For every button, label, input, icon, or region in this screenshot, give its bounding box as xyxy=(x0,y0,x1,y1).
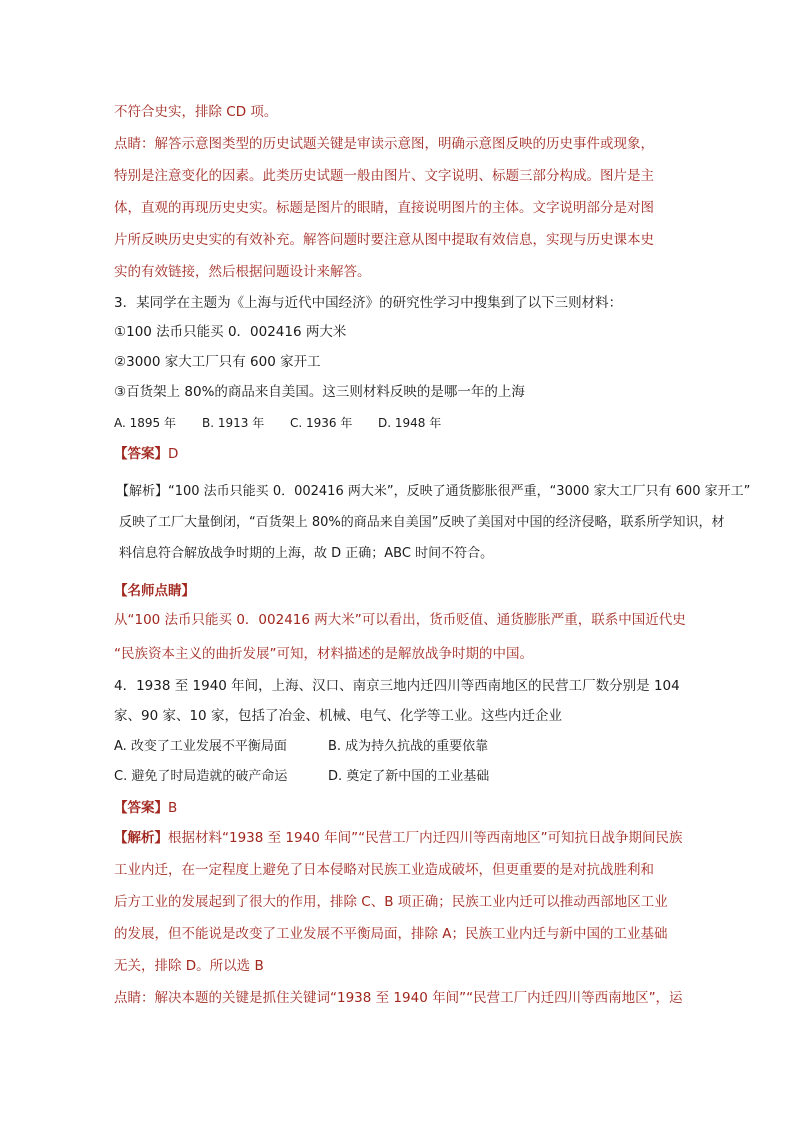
q2-tip-line-3: 体，直观的再现历史史实。标题是图片的眼睛，直接说明图片的主体。文字说明部分是对图 xyxy=(114,200,654,216)
q2-elimination-text: 不符合史实，排除 CD 项。 xyxy=(114,104,278,120)
q4-analysis-line-1 xyxy=(114,828,683,848)
q4-analysis-text-1: 根据材料“1938 至 1940 年间”“民营工厂内迁四川等西南地区”可知抗日战争期间民族 xyxy=(168,830,683,846)
q3-option-d: D. 1948 年 xyxy=(378,416,442,430)
q4-analysis-line-3: 后方工业的发展起到了很大的作用，排除 C、B 项正确；民族工业内迁可以推动西部地区工业 xyxy=(114,894,668,910)
q3-teacher-line-2: “民族资本主义的曲折发展”可知，材料描述的是解放战争时期的中国。 xyxy=(114,646,533,662)
q4-stem-line-1: 4．1938 至 1940 年间，上海、汉口、南京三地内迁四川等西南地区的民营工厂数分别是 104 xyxy=(114,678,680,694)
q4-analysis-line-5: 无关，排除 D。所以选 B xyxy=(114,958,264,974)
q3-teacher-line-1: 从“100 法币只能买 0．002416 两大米”可以看出，货币贬值、通货膨胀严重，联系中国近代史 xyxy=(114,612,686,628)
q4-answer-value: B xyxy=(168,800,178,816)
q3-material-3: ③百货架上 80%的商品来自美国。这三则材料反映的是哪一年的上海 xyxy=(114,384,525,400)
q4-option-a: A. 改变了工业发展不平衡局面 xyxy=(114,739,287,754)
q4-stem-line-2: 家、90 家、10 家，包括了冶金、机械、电气、化学等工业。这些内迁企业 xyxy=(114,708,562,724)
q3-analysis-line-1: 【解析】“100 法币只能买 0．002416 两大米”，反映了通货膨胀很严重，“3000 家大工厂只有 600 家开工” xyxy=(116,484,751,499)
q2-tip-line-4: 片所反映历史史实的有效补充。解答问题时要注意从图中提取有效信息，实现与历史课本史 xyxy=(114,232,654,248)
q2-tip-line-5: 实的有效链接，然后根据问题设计来解答。 xyxy=(114,264,371,280)
q2-tip-line-2: 特别是注意变化的因素。此类历史试题一般由图片、文字说明、标题三部分构成。图片是主 xyxy=(114,168,654,184)
q4-option-b: B. 成为持久抗战的重要依靠 xyxy=(328,739,489,754)
q4-analysis-label: 【解析】 xyxy=(114,830,168,846)
q3-option-a: A. 1895 年 xyxy=(114,416,176,430)
q3-answer xyxy=(114,444,178,464)
q3-stem: 3．某同学在主题为《上海与近代中国经济》的研究性学习中搜集到了以下三则材料： xyxy=(114,295,623,311)
q4-analysis-line-2: 工业内迁，在一定程度上避免了日本侵略对民族工业造成破坏，但更重要的是对抗战胜利和 xyxy=(114,862,654,878)
q4-answer-label: 【答案】 xyxy=(114,800,168,816)
q3-answer-value: D xyxy=(168,446,179,462)
q4-analysis-line-4: 的发展，但不能说是改变了工业发展不平衡局面，排除 A；民族工业内迁与新中国的工业基础 xyxy=(114,926,668,942)
q4-answer xyxy=(114,798,177,818)
q4-option-c: C. 避免了时局造就的破产命运 xyxy=(114,769,288,784)
q3-material-1: ①100 法币只能买 0．002416 两大米 xyxy=(114,324,347,340)
q3-option-b: B. 1913 年 xyxy=(202,416,265,430)
q3-answer-label: 【答案】 xyxy=(114,446,168,462)
q4-tip-line: 点睛：解决本题的关键是抓住关键词“1938 至 1940 年间”“民营工厂内迁四川等西南地区”，运 xyxy=(114,990,683,1006)
q3-analysis-line-2: 反映了工厂大量倒闭，“百货架上 80%的商品来自美国”反映了美国对中国的经济侵略，联系所学知识，材 xyxy=(119,515,725,530)
q3-teacher-label: 【名师点睛】 xyxy=(114,583,195,599)
q3-material-2: ②3000 家大工厂只有 600 家开工 xyxy=(114,354,321,370)
q2-tip-line-1: 点睛：解答示意图类型的历史试题关键是审读示意图，明确示意图反映的历史事件或现象， xyxy=(114,136,654,152)
q4-option-d: D. 奠定了新中国的工业基础 xyxy=(328,769,490,784)
q3-analysis-line-3: 料信息符合解放战争时期的上海，故 D 正确；ABC 时间不符合。 xyxy=(119,546,494,561)
q3-option-c: C. 1936 年 xyxy=(290,416,353,430)
